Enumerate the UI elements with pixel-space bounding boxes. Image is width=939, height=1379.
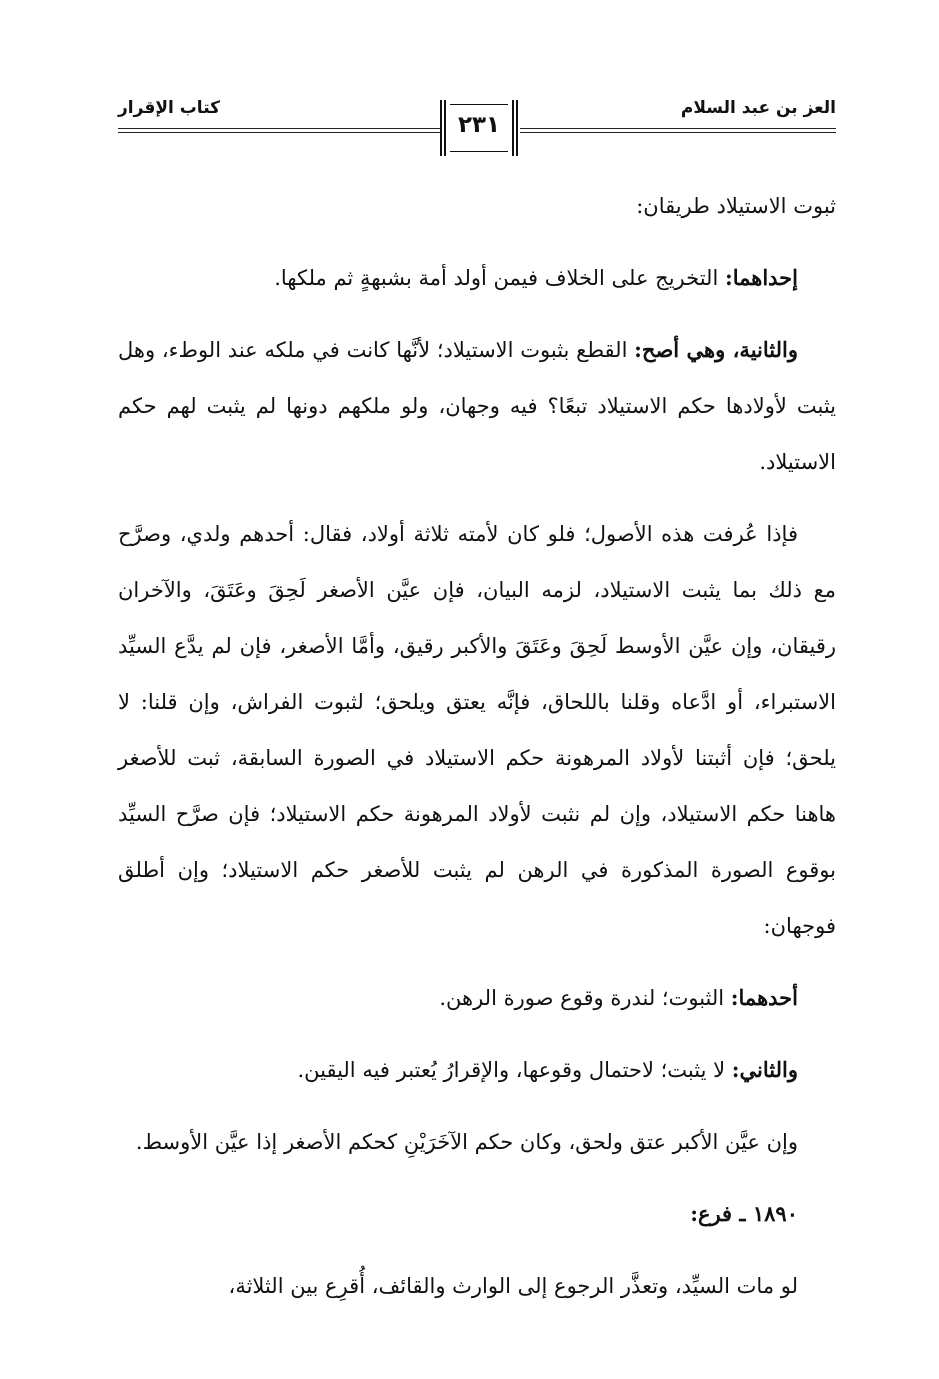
- second-way-label: والثانية، وهي أصح:: [634, 337, 798, 362]
- opinion-two-label: والثاني:: [731, 1057, 798, 1082]
- paragraph-second-way: [118, 322, 836, 490]
- paragraph-opinion-two: [118, 1042, 836, 1098]
- opinion-one-text: الثبوت؛ لندرة وقوع صورة الرهن.: [439, 986, 731, 1010]
- page-number-frame: [440, 100, 518, 156]
- frame-line-top: [450, 104, 508, 105]
- page-body: [118, 178, 836, 1314]
- paragraph-main: فإذا عُرفت هذه الأصول؛ فلو كان لأمته ثلاثة أولاد، فقال: أحدهم ولدي، وصرَّح مع ذلك بما يثبت الاستيلاد، لزمه البيان، فإن عيَّن الأصغر لَحِقَ وعَتَقَ، والآخران رقيقان، وإن عيَّن الأوسط لَحِقَ وعَتَقَ والأكبر رقيق، وأمَّا الأصغر، فإن لم يدَّع السيِّد الاستبراء، أو ادَّعاه وقلنا باللحاق، فإنَّه يعتق ويلحق؛ لثبوت الفراش، وإن قلنا: لا يلحق؛ فإن أثبتنا لأولاد المرهونة حكم الاستيلاد في الصورة السابقة، ثبت للأصغر هاهنا حكم الاستيلاد، وإن لم نثبت لأولاد المرهونة حكم الاستيلاد؛ فإن صرَّح السيِّد بوقوع الصورة المذكورة في الرهن لم يثبت للأصغر حكم الاستيلاد؛ وإن أطلق فوجهان:: [118, 522, 836, 938]
- header-rule-right: [520, 128, 836, 129]
- paragraph-closing: لو مات السيِّد، وتعذَّر الرجوع إلى الوارث والقائف، أُقرِع بين الثلاثة،: [228, 1274, 798, 1298]
- header-rule-left: [118, 128, 440, 129]
- second-way-text: القطع بثبوت الاستيلاد؛ لأنَّها كانت في ملكه عند الوطء، وهل يثبت لأولادها حكم الاستيلاد تبعًا؟ فيه وجهان، ولو ملكهم دونها لم يثبت لهم حكم الاستيلاد.: [118, 338, 837, 474]
- section-heading: ١٨٩٠ ـ فرع:: [690, 1201, 798, 1226]
- paragraph-opinion-one: [118, 970, 836, 1026]
- opinion-one-label: أحدهما:: [730, 985, 798, 1010]
- paragraph-first-way: [118, 250, 836, 306]
- opinion-two-text: لا يثبت؛ لاحتمال وقوعها، والإقرارُ يُعتبر فيه اليقين.: [297, 1058, 732, 1082]
- paragraph-eldest: وإن عيَّن الأكبر عتق ولحق، وكان حكم الآخَرَيْنِ كحكم الأصغر إذا عيَّن الأوسط.: [135, 1130, 798, 1154]
- page-number: ٢٣١: [457, 112, 501, 138]
- first-way-text: التخريج على الخلاف فيمن أولد أمة بشبهةٍ ثم ملكها.: [274, 266, 725, 290]
- first-way-label: إحداهما:: [724, 265, 798, 290]
- frame-bar-right: [512, 100, 518, 156]
- paragraph-intro: ثبوت الاستيلاد طريقان:: [636, 194, 836, 218]
- book-title: كتاب الإقرار: [118, 98, 221, 118]
- page-header: [118, 92, 836, 172]
- frame-line-bottom: [450, 151, 508, 152]
- frame-bar-left: [440, 100, 446, 156]
- author-name: العز بن عبد السلام: [680, 98, 836, 118]
